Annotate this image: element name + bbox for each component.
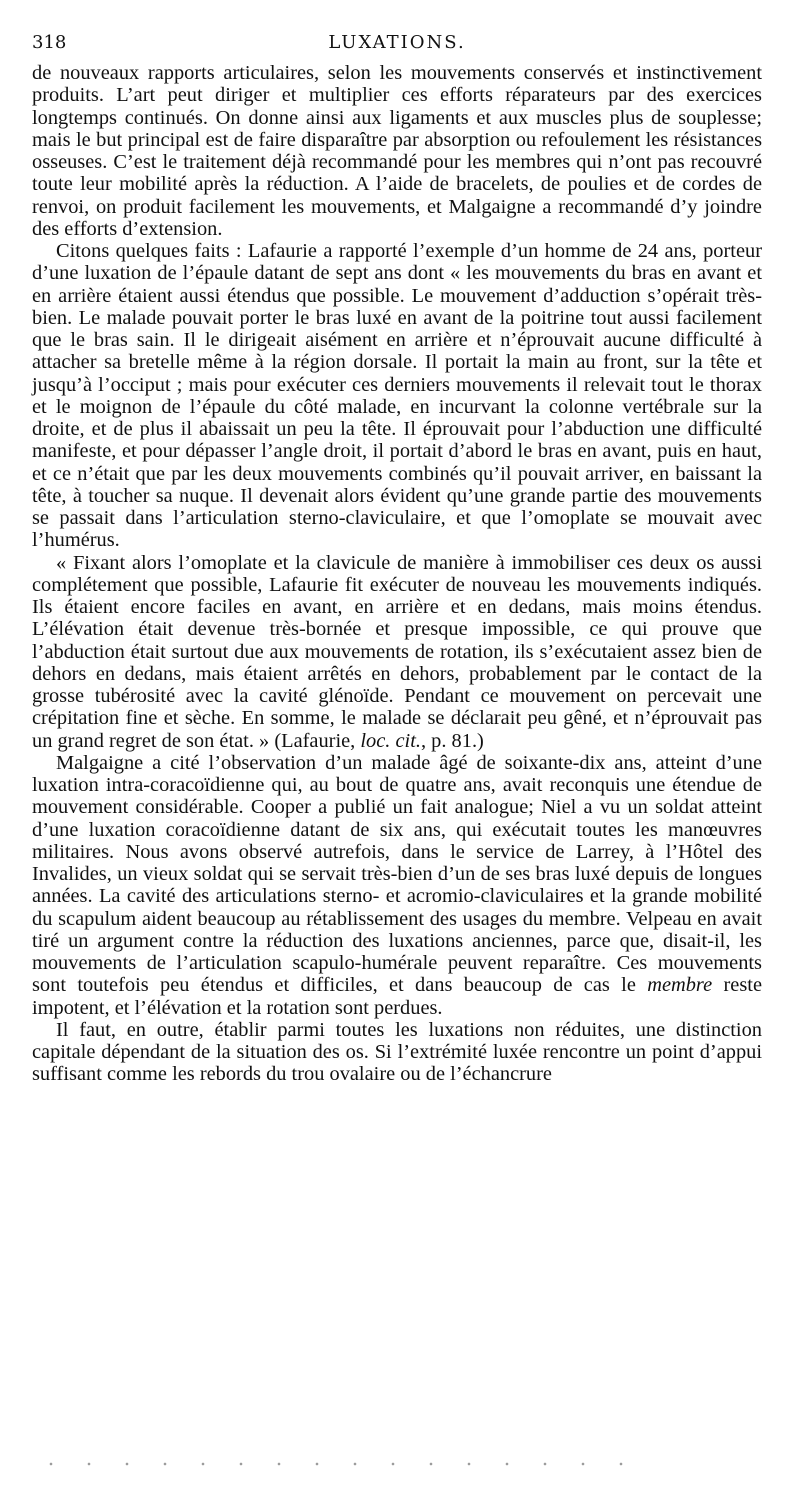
paragraph-4-emphasis: membre [647, 974, 713, 997]
paragraph-4-text: Malgaigne a cité l’observation d’un malade âgé de soixante-dix ans, atteint d’une luxation intra-coracoïdienne qui, au bout de quatre ans, avait reconquis une étendue de mouvement considérable. Cooper a publié un fait analogue; Niel a vu un soldat atteint d’une luxation coracoïdienne datant de six ans, qui exécutait toutes les manœuvres militaires. Nous avons observé autrefois, dans le service de Larrey, à l’Hôtel des Invalides, un vieux soldat qui se servait très-bien d’un de ses bras luxé depuis de longues années. La cavité des articulations sterno- et acromio-claviculaires et la grande mobilité du scapulum aident beaucoup au rétablissement des usages du membre. Velpeau en avait tiré un argument contre la réduction des luxations anciennes, parce que, disait-il, les mouvements de l’articulation scapulo-humérale peuvent reparaître. Ces mouvements sont toutefois peu étendus et difficiles, et dans beaucoup de cas le [32, 751, 762, 997]
paragraph-4-text-end: reste impotent, et l’élévation et la rotation sont perdues. [32, 974, 762, 1019]
running-title: LUXATIONS. [328, 32, 466, 53]
bottom-scan-marks [32, 1462, 632, 1466]
page-number: 318 [32, 32, 67, 53]
paragraph-3 [32, 552, 762, 752]
page-header [32, 32, 762, 54]
paragraph-3-citation: loc. cit. [360, 729, 421, 752]
paragraph-3-text-end: , p. 81.) [420, 729, 484, 752]
paragraph-5-text: Il faut, en outre, établir parmi toutes les luxations non réduites, une distinction capitale dépendant de la situation des os. Si l’extrémité luxée rencontre un point d’appui suffisant comme les rebords du trou ovalaire ou de l’échancrure [32, 1018, 762, 1086]
paragraph-2 [32, 240, 762, 552]
paragraph-1 [32, 62, 762, 240]
paragraph-2-text: Citons quelques faits : Lafaurie a rapporté l’exemple d’un homme de 24 ans, porteur d’une luxation de l’épaule datant de sept ans dont « les mouvements du bras en avant et en arrière étaient aussi étendus que possible. Le mouvement d’adduction s’opérait très-bien. Le malade pouvait porter le bras luxé en avant de la poitrine tout aussi facilement que le bras sain. Il le dirigeait aisément en arrière et n’éprouvait aucune difficulté à attacher sa bretelle même à la région dorsale. Il portait la main au front, sur la tête et jusqu’à l’occiput ; mais pour exécuter ces derniers mouvements il relevait tout le thorax et le moignon de l’épaule du côté malade, en incurvant la colonne vertébrale sur la droite, et de plus il abaissait un peu la tête. Il éprouvait pour l’abduction une difficulté manifeste, et pour dépasser l’angle droit, il portait d’abord le bras en avant, puis en haut, et ce n’était que par les deux mouvements combinés qu’il pouvait arriver, en baissant la tête, à toucher sa nuque. Il devenait alors évident qu’une grande partie des mouvements se passait dans l’articulation sterno-claviculaire, et que l’omoplate se mouvait avec l’humérus. [32, 240, 762, 552]
paragraph-5 [32, 1019, 762, 1086]
body-text [32, 62, 762, 1086]
paragraph-1-text: de nouveaux rapports articulaires, selon les mouvements conservés et instinctivement produits. L’art peut diriger et multiplier ces efforts réparateurs par des exercices longtemps continués. On donne ainsi aux ligaments et aux muscles plus de souplesse; mais le but principal est de faire disparaître par absorption ou refoulement les résistances osseuses. C’est le traitement déjà recommandé pour les membres qui n’ont pas recouvré toute leur mobilité après la réduction. A l’aide de bracelets, de poulies et de cordes de renvoi, on produit facilement les mouvements, et Malgaigne a recommandé d’y joindre des efforts d’extension. [32, 62, 762, 240]
paragraph-4 [32, 752, 762, 1019]
paragraph-3-text: « Fixant alors l’omoplate et la clavicule de manière à immobiliser ces deux os aussi complétement que possible, Lafaurie fit exécuter de nouveau les mouvements indiqués. Ils étaient encore faciles en avant, en arrière et en dedans, mais moins étendus. L’élévation était devenue très-bornée et presque impossible, ce qui prouve que l’abduction était surtout due aux mouvements de rotation, ils s’exécutaient assez bien de dehors en dedans, mais étaient arrêtés en dehors, probablement par le contact de la grosse tubérosité avec la cavité glénoïde. Pendant ce mouvement on percevait une crépitation fine et sèche. En somme, le malade se déclarait peu gêné, et n’éprouvait pas un grand regret de son état. » (Lafaurie, [32, 551, 762, 752]
